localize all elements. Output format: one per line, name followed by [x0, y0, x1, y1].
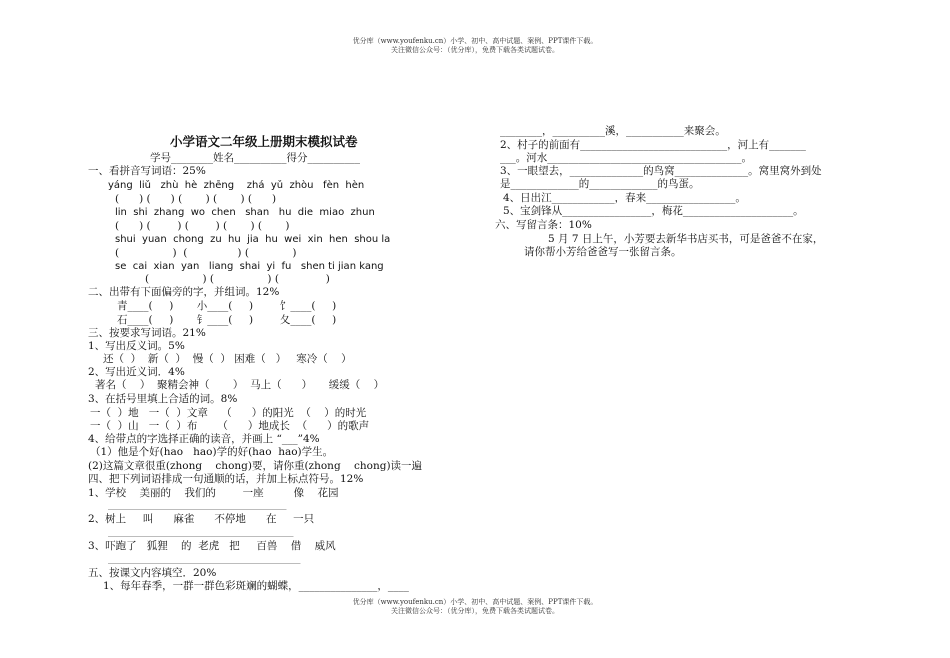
fill-text-item-3-cont: 是_____________的_____________的鸟蛋。 — [500, 178, 700, 190]
pinyin-row-3: shui yuan chong zu hu jia hu wei xin hen shou la — [115, 234, 391, 245]
section-2-heading: 二、出带有下面偏旁的字，并组词。12% — [88, 286, 280, 298]
answer-brackets-row-2: ( ) ( ) ( ) ( ) ( ) — [115, 220, 290, 232]
answer-brackets-row-4: ( ) ( ) ( ) — [145, 273, 330, 285]
fill-text-item-1-cont: ________，__________溪，___________来聚会。 — [500, 125, 726, 137]
antonym-heading: 1、写出反义词。5% — [88, 340, 185, 352]
header-line-2: 关注微信公众号：（优分库），免费下载各类试题试卷。 — [391, 46, 559, 54]
exam-title: 小学语文二年级上册期末模拟试卷 — [170, 134, 358, 149]
sentence-answer-line-2: _____________________________________________________ — [108, 529, 294, 537]
pinyin-row-2: lin shi zhang wo chen shan hu die miao zhun — [115, 207, 375, 218]
section-3-heading: 三、按要求写词语。21% — [88, 327, 206, 339]
note-prompt-line-2: 请你帮小芳给爸爸写一张留言条。 — [524, 246, 682, 258]
section-5-heading: 五、按课文内容填空．20% — [88, 567, 217, 579]
note-prompt-line-1: 5 月 7 日上午，小芳要去新华书店买书，可是爸爸不在家， — [548, 233, 824, 245]
section-6-heading: 六、写留言条：10% — [495, 219, 592, 231]
synonym-heading: 2、写出近义词．4% — [88, 366, 185, 378]
antonym-row: 还（ ） 新（ ） 慢（ ） 困难（ ） 寒冷（ ） — [103, 353, 352, 365]
fill-text-item-5: 5、宝剑锋从_________________，梅花_____________________。 — [503, 205, 804, 217]
sentence-answer-line-3: _______________________________________________________ — [108, 556, 301, 564]
fill-words-heading: 3、在括号里填上合适的词。8% — [88, 393, 238, 405]
pronunciation-item-2: (2)这篇文章很重(zhong chong)要，请你重(zhong chong)读一遍 — [88, 460, 423, 472]
answer-brackets-row-3: ( ) ( ) ( ) — [115, 247, 297, 259]
pinyin-row-4: se cai xian yan liang shai yi fu shen ti jian kang — [115, 261, 384, 272]
pronunciation-item-1: （1）他是个好(hao hao)学的好(hao hao)学生。 — [90, 446, 334, 458]
radical-row-1: 青____( ) 小____( ) 饣____( ) — [117, 300, 337, 312]
footer-line-2: 关注微信公众号：（优分库），免费下载各类试题试卷。 — [391, 607, 559, 615]
fill-text-item-2-cont: ___。河水_____________________________________。 — [500, 152, 752, 164]
student-info-line: 学号________姓名__________得分__________ — [150, 152, 360, 164]
fill-text-item-3: 3、一眼望去，______________的鸟窝______________。窝里窝外到处 — [500, 165, 822, 177]
page-footer — [0, 598, 950, 616]
header-line-1: 优分库（www.youfenku.cn）小学、初中、高中试题、案例、PPT课件下载。 — [352, 37, 598, 45]
section-4-heading: 四、把下列词语排成一句通顺的话，并加上标点符号。12% — [88, 473, 364, 485]
fill-words-row-1: 一（ ）地 一（ ）文章 （ ）的阳光 （ ）的时光 — [90, 407, 367, 419]
synonym-row: 著名（ ） 聚精会神（ ） 马上（ ） 缓缓（ ） — [95, 379, 385, 391]
radical-row-2: 石____( ) 钅____( ) 夂____( ) — [117, 314, 337, 326]
pronunciation-heading: 4、给带点的字选择正确的读音，并画上 “___”4% — [88, 433, 320, 445]
sentence-item-1: 1、学校 美丽的 我们的 一座 像 花园 — [88, 487, 339, 499]
fill-text-item-4: 4、日出江____________，春来_________________。 — [503, 192, 746, 204]
footer-line-1: 优分库（www.youfenku.cn）小学、初中、高中试题、案例、PPT课件下载。 — [352, 598, 598, 606]
fill-text-item-1: 1、每年春季，一群一群色彩斑斓的蝴蝶，_______________，____ — [103, 580, 409, 592]
sentence-item-3: 3、吓跑了 狐狸 的 老虎 把 百兽 借 威风 — [88, 540, 336, 552]
sentence-answer-line-1: ___________________________________________________ — [108, 502, 287, 510]
sentence-item-2: 2、树上 叫 麻雀 不停地 在 一只 — [88, 513, 315, 525]
fill-words-row-2: 一（ ）山 一（ ）布 （ ）地成长 （ ）的歌声 — [90, 420, 370, 432]
fill-text-item-2: 2、村子的前面有____________________________，河上有_______ — [500, 139, 806, 151]
pinyin-row-1: yáng liǔ zhù hè zhēng zhá yǔ zhòu fèn hèn — [108, 180, 365, 191]
section-1-heading: 一、看拼音写词语：25% — [88, 165, 206, 177]
answer-brackets-row-1: ( ) ( ) ( ) ( ) ( ) — [115, 193, 277, 205]
page-header — [0, 37, 950, 55]
